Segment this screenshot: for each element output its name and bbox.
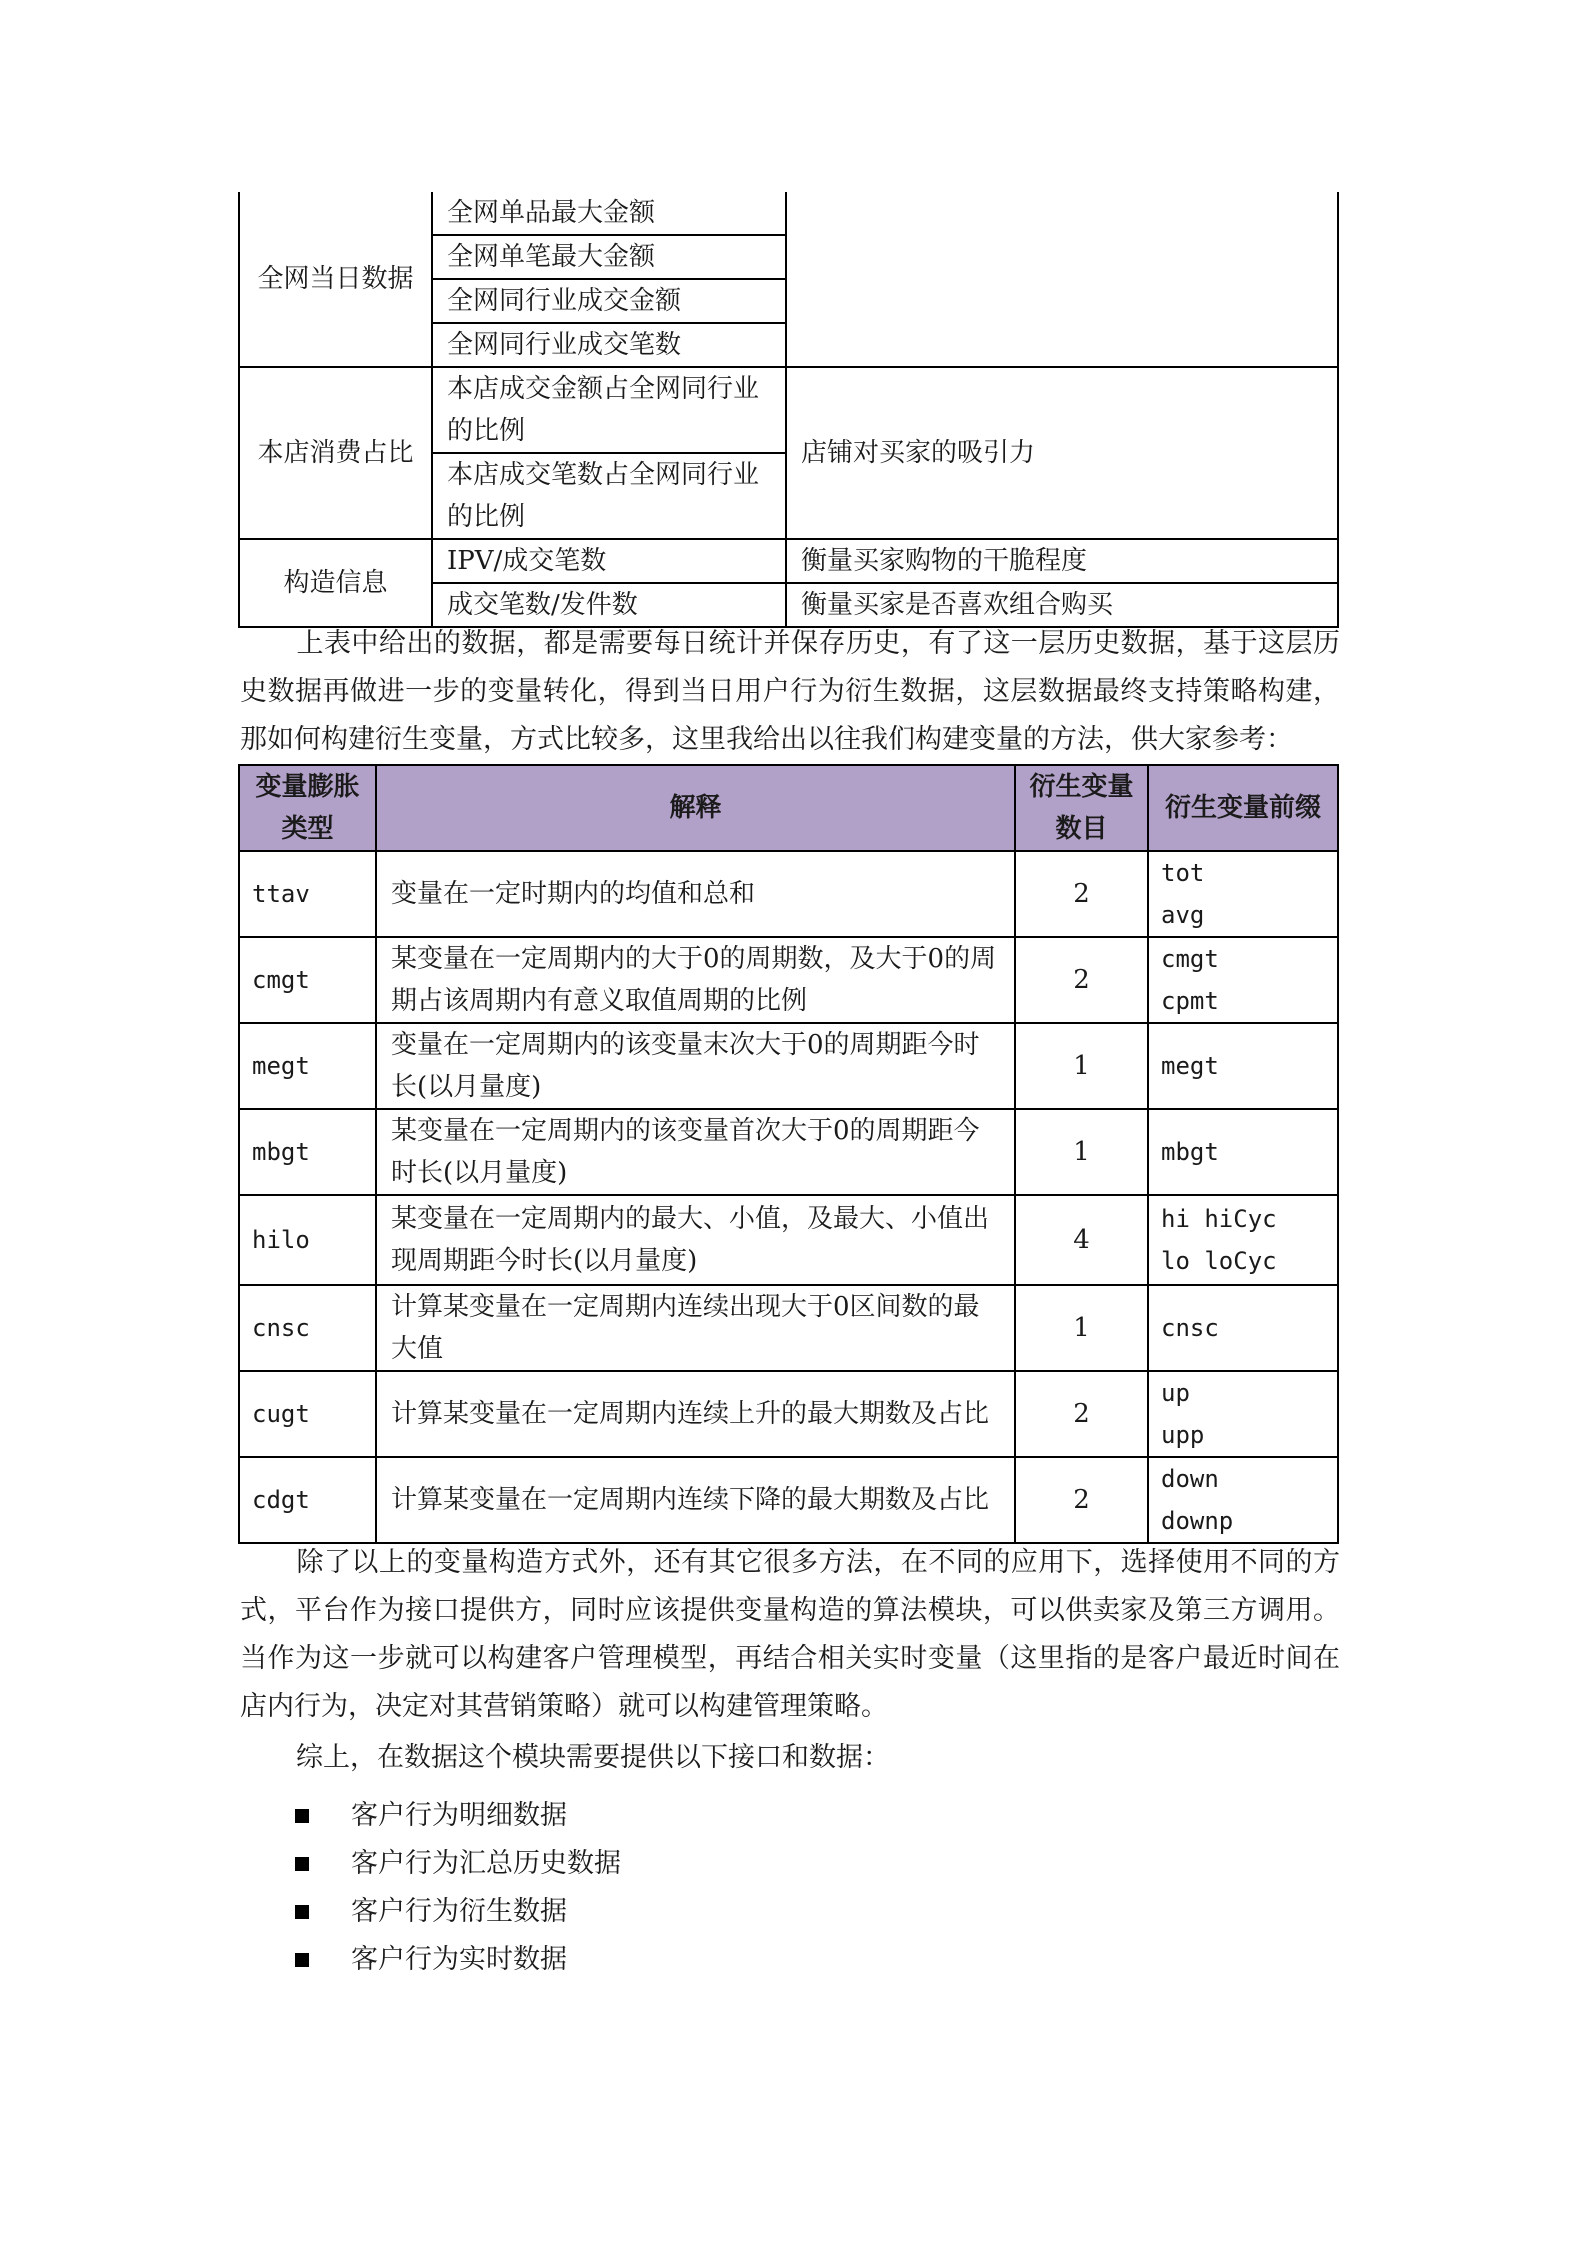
- prefix-line: downp: [1161, 1507, 1234, 1535]
- header-count: 衍生变量数目: [1015, 765, 1148, 851]
- prefix-cell: [1148, 937, 1338, 1023]
- prefix-line: down: [1161, 1465, 1219, 1493]
- header-desc: 解释: [376, 765, 1015, 851]
- table-row: [239, 1457, 1338, 1543]
- variable-expansion-table: [238, 764, 1339, 1544]
- count-cell: 2: [1015, 937, 1148, 1023]
- count-cell: 2: [1015, 851, 1148, 937]
- table-row: [239, 1023, 1338, 1109]
- item-cell: 成交笔数/发件数: [432, 583, 786, 627]
- meaning-cell: [786, 192, 1338, 367]
- item-cell: 本店成交笔数占全网同行业的比例: [432, 453, 786, 539]
- prefix-cell: megt: [1148, 1023, 1338, 1109]
- prefix-cell: [1148, 851, 1338, 937]
- header-prefix: 衍生变量前缀: [1148, 765, 1338, 851]
- prefix-cell: [1148, 1457, 1338, 1543]
- item-cell: 全网单品最大金额: [432, 192, 786, 235]
- category-cell: 构造信息: [239, 539, 432, 627]
- desc-cell: 变量在一定周期内的该变量末次大于0的周期距今时长(以月量度): [376, 1023, 1015, 1109]
- list-item: [295, 1840, 621, 1888]
- table-row: [239, 851, 1338, 937]
- body-paragraph-1: [240, 620, 1340, 764]
- body-paragraph-2: [240, 1539, 1340, 1731]
- metrics-table: [238, 192, 1339, 628]
- prefix-line: upp: [1161, 1421, 1205, 1449]
- desc-cell: 计算某变量在一定周期内连续上升的最大期数及占比: [376, 1371, 1015, 1457]
- count-cell: 2: [1015, 1371, 1148, 1457]
- meaning-cell: 衡量买家是否喜欢组合购买: [786, 583, 1338, 627]
- prefix-line: lo loCyc: [1161, 1247, 1277, 1275]
- count-cell: 1: [1015, 1109, 1148, 1195]
- table-row: [239, 1109, 1338, 1195]
- item-cell: 全网同行业成交笔数: [432, 323, 786, 367]
- desc-cell: 某变量在一定周期内的大于0的周期数，及大于0的周期占该周期内有意义取值周期的比例: [376, 937, 1015, 1023]
- count-cell: 2: [1015, 1457, 1148, 1543]
- paragraph-text: 除了以上的变量构造方式外，还有其它很多方法，在不同的应用下，选择使用不同的方式，平台作为接口提供方，同时应该提供变量构造的算法模块，可以供卖家及第三方调用。当作为这一步就可以构建客户管理模型，再结合相关实时变量（这里指的是客户最近时间在店内行为，决定对其营销策略）就可以构建管理策略。: [240, 1547, 1340, 1722]
- table-header-row: [239, 765, 1338, 851]
- item-cell: 全网单笔最大金额: [432, 235, 786, 279]
- type-cell: cugt: [239, 1371, 376, 1457]
- prefix-cell: [1148, 1195, 1338, 1285]
- prefix-line: cpmt: [1161, 987, 1219, 1015]
- list-item-text: 客户行为实时数据: [351, 1944, 567, 1975]
- type-cell: cdgt: [239, 1457, 376, 1543]
- prefix-line: avg: [1161, 901, 1205, 929]
- prefix-line: hi hiCyc: [1161, 1205, 1277, 1233]
- table-row: [239, 539, 1338, 583]
- desc-cell: 计算某变量在一定周期内连续出现大于0区间数的最大值: [376, 1285, 1015, 1371]
- meaning-cell: 店铺对买家的吸引力: [786, 367, 1338, 539]
- category-cell: 全网当日数据: [239, 192, 432, 367]
- item-cell: 本店成交金额占全网同行业的比例: [432, 367, 786, 453]
- body-paragraph-3: [240, 1734, 1340, 1782]
- prefix-line: up: [1161, 1379, 1190, 1407]
- table-row: [239, 1195, 1338, 1285]
- square-bullet-icon: [295, 1905, 309, 1919]
- data-interface-list: [295, 1792, 621, 1984]
- type-cell: ttav: [239, 851, 376, 937]
- square-bullet-icon: [295, 1953, 309, 1967]
- count-cell: 1: [1015, 1023, 1148, 1109]
- paragraph-text: 上表中给出的数据，都是需要每日统计并保存历史，有了这一层历史数据，基于这层历史数据再做进一步的变量转化，得到当日用户行为衍生数据，这层数据最终支持策略构建，那如何构建衍生变量，方式比较多，这里我给出以往我们构建变量的方法，供大家参考：: [240, 628, 1340, 755]
- desc-cell: 变量在一定时期内的均值和总和: [376, 851, 1015, 937]
- meaning-cell: 衡量买家购物的干脆程度: [786, 539, 1338, 583]
- list-item-text: 客户行为明细数据: [351, 1800, 567, 1831]
- category-cell: 本店消费占比: [239, 367, 432, 539]
- type-cell: megt: [239, 1023, 376, 1109]
- type-cell: cmgt: [239, 937, 376, 1023]
- type-cell: cnsc: [239, 1285, 376, 1371]
- square-bullet-icon: [295, 1809, 309, 1823]
- type-cell: hilo: [239, 1195, 376, 1285]
- prefix-cell: [1148, 1371, 1338, 1457]
- count-cell: 1: [1015, 1285, 1148, 1371]
- list-item: [295, 1936, 621, 1984]
- count-cell: 4: [1015, 1195, 1148, 1285]
- table-row: [239, 1285, 1338, 1371]
- list-item-text: 客户行为衍生数据: [351, 1896, 567, 1927]
- type-cell: mbgt: [239, 1109, 376, 1195]
- table-row: [239, 937, 1338, 1023]
- prefix-line: cmgt: [1161, 945, 1219, 973]
- table-row: [239, 367, 1338, 453]
- item-cell: 全网同行业成交金额: [432, 279, 786, 323]
- prefix-line: tot: [1161, 859, 1205, 887]
- list-item: [295, 1792, 621, 1840]
- item-cell: IPV/成交笔数: [432, 539, 786, 583]
- desc-cell: 某变量在一定周期内的最大、小值，及最大、小值出现周期距今时长(以月量度): [376, 1195, 1015, 1285]
- list-item-text: 客户行为汇总历史数据: [351, 1848, 621, 1879]
- square-bullet-icon: [295, 1857, 309, 1871]
- desc-cell: 计算某变量在一定周期内连续下降的最大期数及占比: [376, 1457, 1015, 1543]
- paragraph-text: 综上，在数据这个模块需要提供以下接口和数据：: [296, 1742, 890, 1773]
- table-row: [239, 192, 1338, 235]
- table-row: [239, 1371, 1338, 1457]
- prefix-cell: cnsc: [1148, 1285, 1338, 1371]
- list-item: [295, 1888, 621, 1936]
- desc-cell: 某变量在一定周期内的该变量首次大于0的周期距今时长(以月量度): [376, 1109, 1015, 1195]
- header-type: 变量膨胀类型: [239, 765, 376, 851]
- prefix-cell: mbgt: [1148, 1109, 1338, 1195]
